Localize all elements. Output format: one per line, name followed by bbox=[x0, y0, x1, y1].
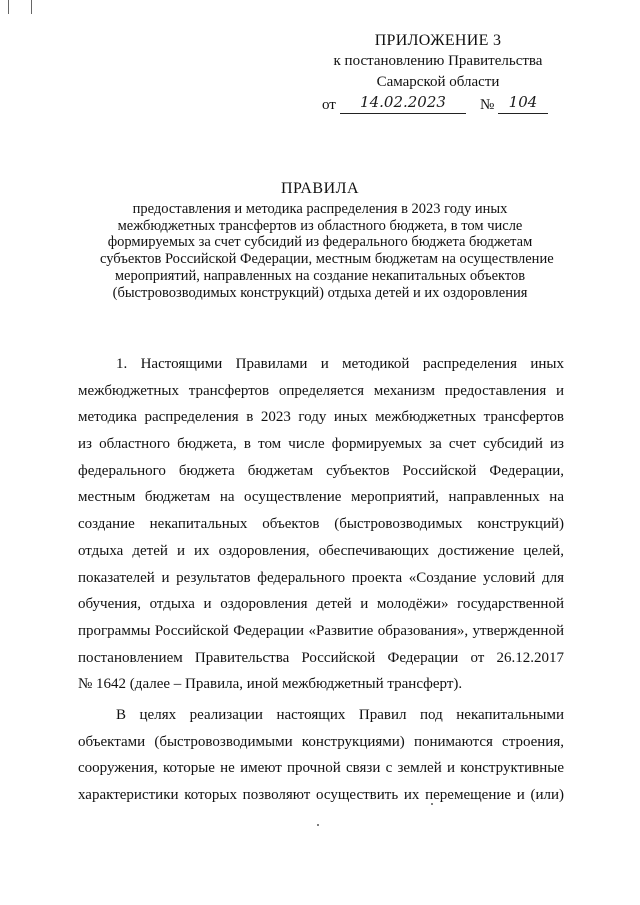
subtitle-line: субъектов Российской Федерации, местным бюджетам на осуществление bbox=[100, 251, 554, 268]
document-subtitle bbox=[100, 201, 554, 301]
paragraph-line: обучения, отдыха и оздоровления детей и молодёжи» государственной bbox=[78, 596, 564, 613]
scan-speck bbox=[431, 803, 433, 805]
subtitle-line: межбюджетных трансфертов из областного бюджета, в том числе bbox=[117, 217, 523, 234]
paragraph-line: межбюджетных трансфертов определяется механизм предоставления и bbox=[78, 382, 564, 399]
paragraph-line: В целях реализации настоящих Правил под некапитальными bbox=[116, 706, 564, 723]
subtitle-line: предоставления и методика распределения в 2023 году иных bbox=[132, 201, 508, 217]
subtitle-line: формируемых за счет субсидий из федерального бюджета бюджетам bbox=[107, 234, 533, 251]
paragraph-line: программы Российской Федерации «Развитие образования», утвержденной bbox=[78, 622, 564, 639]
document-title: ПРАВИЛА bbox=[280, 180, 360, 197]
number-sign: № bbox=[480, 97, 495, 113]
body-text bbox=[78, 354, 564, 812]
date-prefix: от bbox=[322, 97, 336, 113]
paragraph-line: методика распределения в 2023 году иных межбюджетных трансфертов bbox=[78, 409, 564, 426]
paragraph-line: создание некапитальных объектов (быстровозводимых конструкций) bbox=[78, 516, 564, 533]
paragraph-line: № 1642 (далее – Правила, иной межбюджетный трансферт). bbox=[78, 676, 463, 693]
paragraph-line: федерального бюджета бюджетам субъектов Российской Федерации, bbox=[78, 462, 564, 479]
paragraph-1 bbox=[78, 354, 564, 701]
paragraph-line: местным бюджетам на осуществление мероприятий, направленных на bbox=[78, 489, 564, 506]
resolution-date-line bbox=[322, 93, 572, 119]
subtitle-line: (быстровозводимых конструкций) отдыха детей и их оздоровления bbox=[112, 284, 528, 301]
handwritten-date: 14.02.2023 bbox=[340, 93, 466, 114]
paragraph-line: объектами (быстровозводимыми конструкциями) понимаются строения, bbox=[78, 733, 564, 750]
paragraph-line: показателей и результатов федерального проекта «Создание условий для bbox=[78, 569, 564, 586]
appendix-header bbox=[318, 30, 558, 93]
paragraph-2 bbox=[78, 705, 564, 812]
paragraph-line: 1. Настоящими Правилами и методикой распределения иных bbox=[116, 356, 564, 372]
appendix-title: ПРИЛОЖЕНИЕ 3 bbox=[374, 32, 502, 49]
paragraph-line: постановлением Правительства Российской Федерации от 26.12.2017 bbox=[78, 649, 564, 666]
handwritten-number: 104 bbox=[498, 93, 548, 114]
paragraph-line: отдыха детей и их оздоровления, обеспечивающих достижение целей, bbox=[78, 542, 564, 559]
appendix-region-line: Самарской области bbox=[376, 74, 500, 90]
paragraph-line: сооружения, которые не имеют прочной связи с землей и конструктивные bbox=[78, 760, 564, 777]
paragraph-line: из областного бюджета, в том числе формируемых за счет субсидий из bbox=[78, 436, 564, 453]
scan-margin-mark bbox=[8, 0, 32, 14]
scan-speck bbox=[317, 824, 319, 826]
appendix-resolution-line: к постановлению Правительства bbox=[333, 53, 543, 69]
subtitle-line: мероприятий, направленных на создание некапитальных объектов bbox=[114, 267, 526, 284]
paragraph-line: характеристики которых позволяют осуществить их перемещение и (или) bbox=[78, 787, 564, 803]
